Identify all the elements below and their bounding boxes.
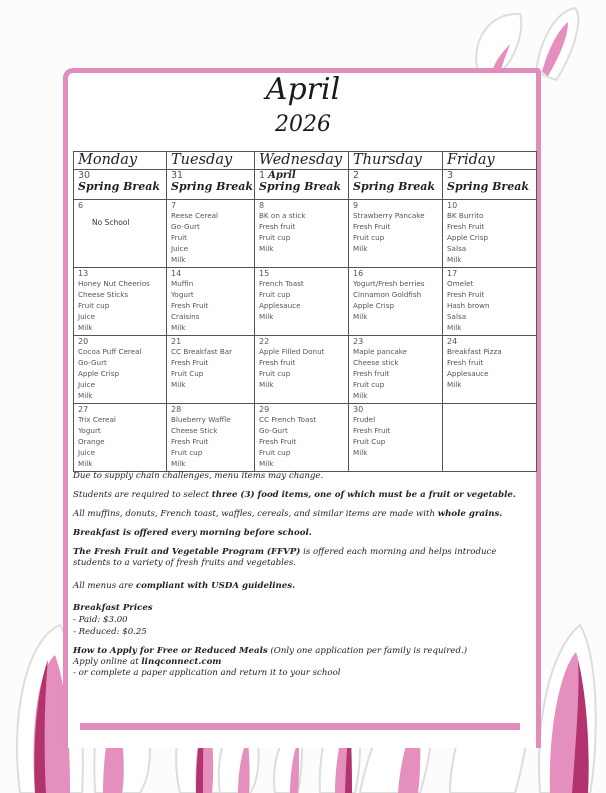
menu-item: Omelet [447, 279, 474, 288]
menu-item: Salsa [447, 244, 467, 253]
day-number: 10 [447, 201, 458, 210]
menu-item: Juice [171, 244, 189, 253]
year-title: 2026 [275, 112, 331, 137]
menu-item: Fruit cup [259, 448, 291, 457]
day-number: 16 [353, 269, 364, 278]
day-number: 14 [171, 269, 182, 278]
menu-item: BK on a stick [259, 211, 306, 220]
day-cell [443, 200, 537, 268]
menu-item: CC Breakfast Bar [171, 347, 233, 356]
menu-item: Trix Cereal [78, 415, 116, 424]
menu-item: Fruit [171, 233, 187, 242]
menu-item: Apple Crisp [78, 369, 120, 378]
week-row [74, 200, 537, 268]
day-cell [255, 268, 349, 336]
menu-item: Cheese stick [353, 358, 399, 367]
menu-item: Juice [78, 448, 96, 457]
day-header: Tuesday [167, 152, 255, 170]
day-number: 28 [171, 405, 182, 414]
day-number: 6 [78, 201, 84, 210]
menu-item: Milk [78, 323, 93, 332]
day-number: 30 [353, 405, 364, 414]
menu-item: Reese Cereal [171, 211, 219, 220]
menu-item: Juice [78, 380, 96, 389]
apply-paper-line: - or complete a paper application and return it to your school [73, 668, 341, 678]
menu-item: Maple pancake [353, 347, 408, 356]
day-cell [74, 170, 167, 200]
menu-item: Milk [78, 459, 93, 468]
day-header: Friday [443, 152, 537, 170]
menu-item: Strawberry Pancake [353, 211, 425, 220]
day-number: 8 [259, 201, 265, 210]
day-number: 24 [447, 337, 458, 346]
day-cell [349, 268, 443, 336]
menu-item: Milk [353, 391, 368, 400]
day-number [259, 171, 344, 180]
menu-item: Cinnamon Goldfish [353, 290, 422, 299]
no-school-label: No School [92, 218, 130, 227]
usda-note-text: All menus are [73, 581, 136, 591]
menu-item: Fresh fruit [353, 369, 390, 378]
day-cell [255, 170, 349, 200]
month-tag: April [268, 170, 296, 181]
day-cell [74, 404, 167, 472]
day-cell [74, 200, 167, 268]
offered-note [73, 528, 533, 539]
menu-calendar [73, 151, 537, 472]
price-paid: - Paid: $3.00 [73, 615, 128, 625]
day-cell [349, 336, 443, 404]
menu-item: Go-Gurt [259, 426, 288, 435]
menu-item: Fresh Fruit [447, 222, 485, 231]
menu-item: Milk [171, 459, 186, 468]
day-cell [443, 268, 537, 336]
frame-bottom-bar [80, 723, 520, 730]
day-cell [255, 404, 349, 472]
week-row [74, 268, 537, 336]
menu-item: Milk [259, 380, 274, 389]
menu-item: Yogurt [171, 290, 194, 299]
spring-break-label: Spring Break [78, 180, 160, 193]
menu-item: Milk [78, 391, 93, 400]
day-cell [74, 268, 167, 336]
apply-info [73, 646, 533, 679]
month-title: April [265, 72, 341, 107]
menu-item: French Toast [259, 279, 304, 288]
menu-item: Orange [78, 437, 105, 446]
menu-item: Milk [171, 380, 186, 389]
menu-item: Milk [259, 459, 274, 468]
menu-item: Milk [447, 255, 462, 264]
menu-item: Honey Nut Cheerios [78, 279, 150, 288]
menu-item: Cheese Sticks [78, 290, 129, 299]
day-cell [349, 200, 443, 268]
day-cell [167, 404, 255, 472]
menu-item: Milk [447, 380, 462, 389]
menu-item: Fruit cup [171, 448, 203, 457]
menu-item: Milk [171, 323, 186, 332]
day-number: 30 [78, 170, 91, 181]
week-row [74, 336, 537, 404]
menu-item: Go-Gurt [171, 222, 200, 231]
menu-item: Applesauce [447, 369, 489, 378]
menu-item: Milk [171, 255, 186, 264]
day-header-row [74, 152, 537, 170]
price-reduced: - Reduced: $0.25 [73, 627, 147, 637]
menu-item: Applesauce [259, 301, 301, 310]
spring-break-label: Spring Break [171, 180, 253, 193]
day-cell [167, 268, 255, 336]
menu-item: Cheese Stick [171, 426, 218, 435]
menu-item: Fruit cup [353, 233, 385, 242]
day-number: 17 [447, 269, 458, 278]
menu-item: Fresh fruit [259, 358, 296, 367]
grains-note-text: All muffins, donuts, French toast, waffles, cereals, and similar items are made with [73, 509, 438, 519]
usda-note [73, 581, 533, 592]
spring-break-row [74, 170, 537, 200]
menu-item: Fresh Fruit [171, 437, 209, 446]
apply-heading-line [73, 646, 533, 657]
menu-item: Fresh Fruit [171, 301, 209, 310]
day-number: 3 [447, 170, 454, 181]
apply-online-line [73, 657, 533, 668]
day-cell [255, 336, 349, 404]
menu-item: Fruit Cup [353, 437, 386, 446]
menu-item: Milk [259, 312, 274, 321]
menu-item: Fruit cup [78, 301, 110, 310]
day-number: 31 [171, 170, 184, 181]
menu-item: Fruit cup [259, 369, 291, 378]
breakfast-prices [73, 602, 533, 638]
menu-item: Apple Crisp [447, 233, 489, 242]
menu-item: Fresh Fruit [171, 358, 209, 367]
menu-item: Fruit cup [259, 233, 291, 242]
offered-note-text: Breakfast is offered every morning before school. [73, 528, 312, 538]
day-number: 21 [171, 337, 182, 346]
menu-item: Milk [353, 244, 368, 253]
grains-note [73, 509, 533, 520]
menu-item: Salsa [447, 312, 467, 321]
menu-notes [73, 471, 533, 679]
menu-item: Fruit cup [353, 380, 385, 389]
menu-item: Craisins [171, 312, 200, 321]
menu-item: Hash brown [447, 301, 490, 310]
day-cell [443, 170, 537, 200]
day-header: Monday [74, 152, 167, 170]
day-number: 22 [259, 337, 270, 346]
day-number: 23 [353, 337, 364, 346]
menu-item: Milk [353, 448, 368, 457]
menu-item: Fresh Fruit [259, 437, 297, 446]
day-number: 2 [353, 170, 360, 181]
week-row [74, 404, 537, 472]
menu-item: Fresh Fruit [353, 426, 391, 435]
day-cell [349, 404, 443, 472]
apply-note: (Only one application per family is required.) [267, 646, 468, 656]
prices-heading: Breakfast Prices [73, 603, 153, 613]
day-header: Wednesday [255, 152, 349, 170]
menu-item: CC French Toast [259, 415, 317, 424]
menu-item: Fruit cup [259, 290, 291, 299]
grains-note-emphasis: whole grains. [437, 509, 503, 519]
spring-break-label: Spring Break [353, 180, 435, 193]
day-number: 27 [78, 405, 89, 414]
day-cell [167, 200, 255, 268]
day-cell [255, 200, 349, 268]
menu-item: Juice [78, 312, 96, 321]
usda-note-emphasis: compliant with USDA guidelines. [135, 581, 296, 591]
selection-note-text: Students are required to select [73, 490, 212, 500]
ffvp-note-title: The Fresh Fruit and Vegetable Program (FFVP) [73, 547, 301, 557]
day-cell [167, 336, 255, 404]
menu-item: Breakfast Pizza [447, 347, 502, 356]
menu-item: Fresh fruit [259, 222, 296, 231]
spring-break-label: Spring Break [259, 180, 341, 193]
selection-note-emphasis: three (3) food items, one of which must be a fruit or vegetable. [211, 490, 516, 500]
day-cell [443, 336, 537, 404]
menu-item: Fresh fruit [447, 358, 484, 367]
day-header: Thursday [349, 152, 443, 170]
menu-item: Blueberry Waffle [171, 415, 231, 424]
menu-item: Yogurt [78, 426, 101, 435]
day-cell [167, 170, 255, 200]
menu-item: Fresh Fruit [447, 290, 485, 299]
apply-online-link[interactable]: linqconnect.com [141, 657, 222, 667]
day-number: 13 [78, 269, 89, 278]
menu-item: Fresh Fruit [353, 222, 391, 231]
apply-online-text: Apply online at [73, 657, 142, 667]
menu-item: BK Burrito [447, 211, 484, 220]
menu-item: Yogurt/Fresh berries [353, 279, 425, 288]
day-number: 20 [78, 337, 89, 346]
spring-break-label: Spring Break [447, 180, 529, 193]
menu-item: Fruit Cup [171, 369, 204, 378]
menu-item: Apple Crisp [353, 301, 395, 310]
day-number: 7 [171, 201, 177, 210]
day-cell [443, 404, 537, 472]
menu-item: Milk [259, 244, 274, 253]
selection-note [73, 490, 533, 501]
day-cell [349, 170, 443, 200]
menu-item: Apple Filled Donut [259, 347, 325, 356]
apply-heading: How to Apply for Free or Reduced Meals [73, 646, 268, 656]
day-number: 29 [259, 405, 270, 414]
menu-item: Muffin [171, 279, 194, 288]
day-number-value: 1 [259, 170, 266, 181]
day-number: 15 [259, 269, 270, 278]
menu-item: Milk [353, 312, 368, 321]
menu-item: Frudel [353, 415, 376, 424]
menu-weeks [74, 200, 537, 472]
menu-item: Milk [447, 323, 462, 332]
ffvp-note [73, 547, 533, 569]
menu-item: Go-Gurt [78, 358, 107, 367]
day-number: 9 [353, 201, 359, 210]
supply-note: Due to supply chain challenges, menu items may change. [73, 471, 324, 481]
ffvp-note-text: is offered each morning and helps introduce students to a variety of fresh fruits and vegetables. [73, 547, 497, 568]
day-cell [74, 336, 167, 404]
menu-item: Cocoa Puff Cereal [78, 347, 142, 356]
